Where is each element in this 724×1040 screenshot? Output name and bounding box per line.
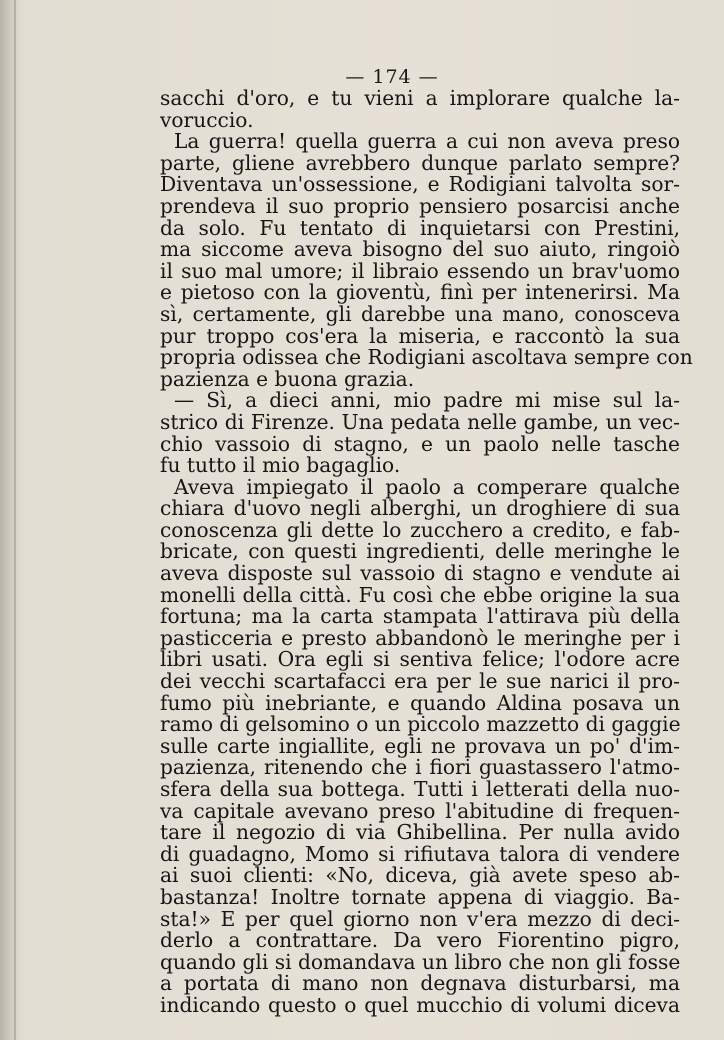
- text-line: pazienza, ritenendo che i fiori guastassero l'atmo-: [160, 755, 680, 780]
- text-line: chiara d'uovo negli alberghi, un droghiere di sua: [160, 496, 680, 521]
- text-line: pur troppo cos'era la miseria, e raccontò la sua: [160, 323, 680, 348]
- text-line: chio vassoio di stagno, e un paolo nelle tasche: [160, 431, 680, 456]
- body-text: [160, 86, 693, 1017]
- text-line: fumo più inebriante, e quando Aldina posava un: [160, 690, 680, 715]
- text-line: pasticceria e presto abbandonò le meringhe per i: [160, 625, 680, 650]
- text-line: sulle carte ingiallite, egli ne provava un po' d'im-: [160, 733, 680, 758]
- text-line: sfera della sua bottega. Tutti i letterati della nuo-: [160, 777, 680, 801]
- text-line: bastanza! Inoltre tornate appena di viaggio. Ba-: [160, 884, 680, 909]
- text-line: ai suoi clienti: «No, diceva, già avete speso ab-: [160, 863, 680, 888]
- text-line: quando gli si domandava un libro che non gli fosse: [160, 949, 681, 974]
- text-line: propria odissea che Rodigiani ascoltava sempre con: [160, 345, 693, 370]
- text-line: — Sì, a dieci anni, mio padre mi mise sul la-: [174, 388, 680, 413]
- page-number: — 174 —: [345, 66, 439, 88]
- text-line: Aveva impiegato il paolo a comperare qualche: [174, 474, 680, 499]
- text-line: il suo mal umore; il libraio essendo un brav'uomo: [160, 258, 680, 283]
- text-line: strico di Firenze. Una pedata nelle gambe, un vec-: [160, 409, 680, 434]
- text-line: sì, certamente, gli darebbe una mano, conosceva: [160, 301, 680, 326]
- text-line: bricate, con questi ingredienti, delle meringhe le: [160, 539, 680, 564]
- text-line: conoscenza gli dette lo zucchero a credito, e fab-: [160, 517, 680, 542]
- text-line: sta!» E per quel giorno non v'era mezzo di deci-: [160, 906, 680, 931]
- text-line: La guerra! quella guerra a cui non aveva preso: [174, 129, 680, 154]
- text-line: di guadagno, Momo si rifiutava talora di vendere: [160, 841, 680, 866]
- text-line: derlo a contrattare. Da vero Fiorentino pigro,: [160, 928, 680, 953]
- text-line: fu tutto il mio bagaglio.: [160, 453, 401, 478]
- text-line: monelli della città. Fu così che ebbe origine la sua: [160, 582, 680, 607]
- text-line: Diventava un'ossessione, e Rodigiani talvolta sor-: [160, 172, 680, 197]
- text-line: pazienza e buona grazia.: [160, 366, 415, 391]
- text-line: e pietoso con la gioventù, finì per intenerirsi. Ma: [160, 280, 680, 305]
- text-line: ma siccome aveva bisogno del suo aiuto, ringoiò: [160, 237, 680, 262]
- text-line: fortuna; ma la carta stampata l'attirava più della: [160, 604, 680, 629]
- text-line: va capitale avevano preso l'abitudine di frequen-: [160, 798, 680, 823]
- text-line: parte, gliene avrebbero dunque parlato sempre?: [160, 150, 680, 175]
- text-line: indicando questo o quel mucchio di volumi diceva: [160, 992, 680, 1017]
- text-line: sacchi d'oro, e tu vieni a implorare qualche la-: [160, 86, 680, 110]
- text-line: da solo. Fu tentato di inquietarsi con Prestini,: [160, 215, 680, 240]
- text-line: dei vecchi scartafacci era per le sue narici il pro-: [160, 669, 680, 694]
- binding-gutter: [14, 0, 16, 1040]
- text-line: voruccio.: [160, 107, 254, 132]
- text-line: libri usati. Ora egli si sentiva felice; l'odore acre: [160, 647, 680, 672]
- text-line: ramo di gelsomino o un piccolo mazzetto di gaggie: [160, 712, 681, 737]
- text-line: prendeva il suo proprio pensiero posarcisi anche: [160, 193, 680, 218]
- text-line: tare il negozio di via Ghibellina. Per nulla avido: [160, 820, 680, 845]
- text-line: aveva disposte sul vassoio di stagno e vendute ai: [160, 561, 680, 586]
- text-line: a portata di mano non degnava disturbarsi, ma: [160, 971, 680, 996]
